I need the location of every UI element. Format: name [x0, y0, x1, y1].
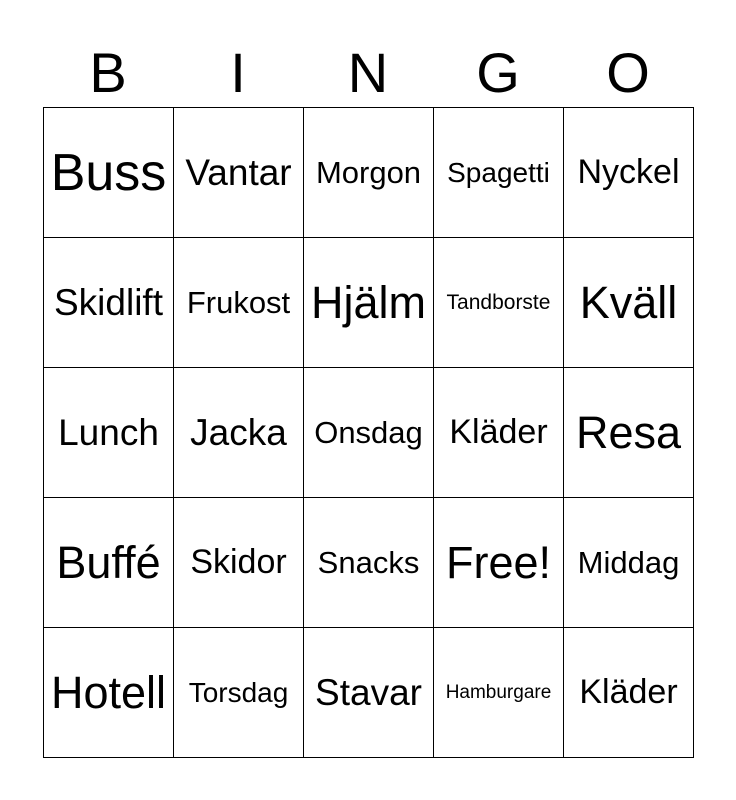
cell-label: Torsdag	[188, 676, 289, 708]
cell-label: Onsdag	[314, 414, 423, 450]
header-letter-n: N	[347, 41, 389, 104]
cell-label: Kläder	[579, 673, 678, 711]
cell-label: Morgon	[315, 154, 422, 190]
bingo-cell-r1-c2[interactable]	[174, 108, 304, 238]
header-letter-o: O	[606, 41, 650, 104]
bingo-cell-r1-c4[interactable]	[434, 108, 564, 238]
cell-label: Buffé	[56, 536, 161, 588]
bingo-cell-r3-c2[interactable]	[174, 368, 304, 498]
bingo-header	[43, 38, 693, 108]
bingo-cell-r5-c3[interactable]	[304, 628, 434, 758]
cell-label: Frukost	[186, 284, 291, 320]
cell-label: Middag	[577, 544, 680, 580]
bingo-cell-r5-c2[interactable]	[174, 628, 304, 758]
cell-label: Kväll	[579, 276, 678, 328]
bingo-cell-r4-c3[interactable]	[304, 498, 434, 628]
cell-label: Spagetti	[447, 156, 550, 188]
cell-label: Vantar	[185, 151, 292, 193]
bingo-cell-r3-c3[interactable]	[304, 368, 434, 498]
bingo-cell-r4-c4[interactable]	[434, 498, 564, 628]
cell-label: Jacka	[190, 411, 287, 453]
cell-label: Stavar	[315, 671, 422, 713]
bingo-grid	[43, 107, 694, 758]
header-letter-g: G	[476, 41, 520, 104]
bingo-cell-r4-c1[interactable]	[44, 498, 174, 628]
bingo-cell-r4-c5[interactable]	[564, 498, 694, 628]
bingo-cell-r3-c1[interactable]	[44, 368, 174, 498]
bingo-cell-r1-c5[interactable]	[564, 108, 694, 238]
bingo-cell-r2-c4[interactable]	[434, 238, 564, 368]
bingo-cell-r1-c3[interactable]	[304, 108, 434, 238]
bingo-cell-r5-c1[interactable]	[44, 628, 174, 758]
header-letter-i: I	[230, 41, 246, 104]
bingo-cell-r4-c2[interactable]	[174, 498, 304, 628]
cell-label: Lunch	[58, 411, 159, 453]
cell-label: Hamburgare	[445, 681, 552, 703]
cell-label: Nyckel	[577, 153, 680, 191]
cell-label: Kläder	[449, 413, 548, 451]
bingo-cell-r3-c5[interactable]	[564, 368, 694, 498]
header-letter-b: B	[89, 41, 127, 104]
bingo-cell-r2-c5[interactable]	[564, 238, 694, 368]
bingo-cell-r2-c1[interactable]	[44, 238, 174, 368]
bingo-cell-r1-c1[interactable]	[44, 108, 174, 238]
bingo-cell-r2-c2[interactable]	[174, 238, 304, 368]
cell-label: Hjälm	[310, 276, 426, 328]
cell-label: Skidor	[190, 543, 287, 581]
bingo-cell-r3-c4[interactable]	[434, 368, 564, 498]
cell-label: Snacks	[317, 544, 420, 580]
cell-label: Hotell	[50, 666, 167, 718]
cell-label: Buss	[50, 143, 167, 202]
cell-label: Free!	[445, 536, 552, 588]
bingo-cell-r5-c5[interactable]	[564, 628, 694, 758]
cell-label: Tandborste	[446, 290, 551, 314]
cell-label: Skidlift	[54, 281, 163, 323]
cell-label: Resa	[575, 406, 682, 458]
bingo-cell-r5-c4[interactable]	[434, 628, 564, 758]
bingo-cell-r2-c3[interactable]	[304, 238, 434, 368]
